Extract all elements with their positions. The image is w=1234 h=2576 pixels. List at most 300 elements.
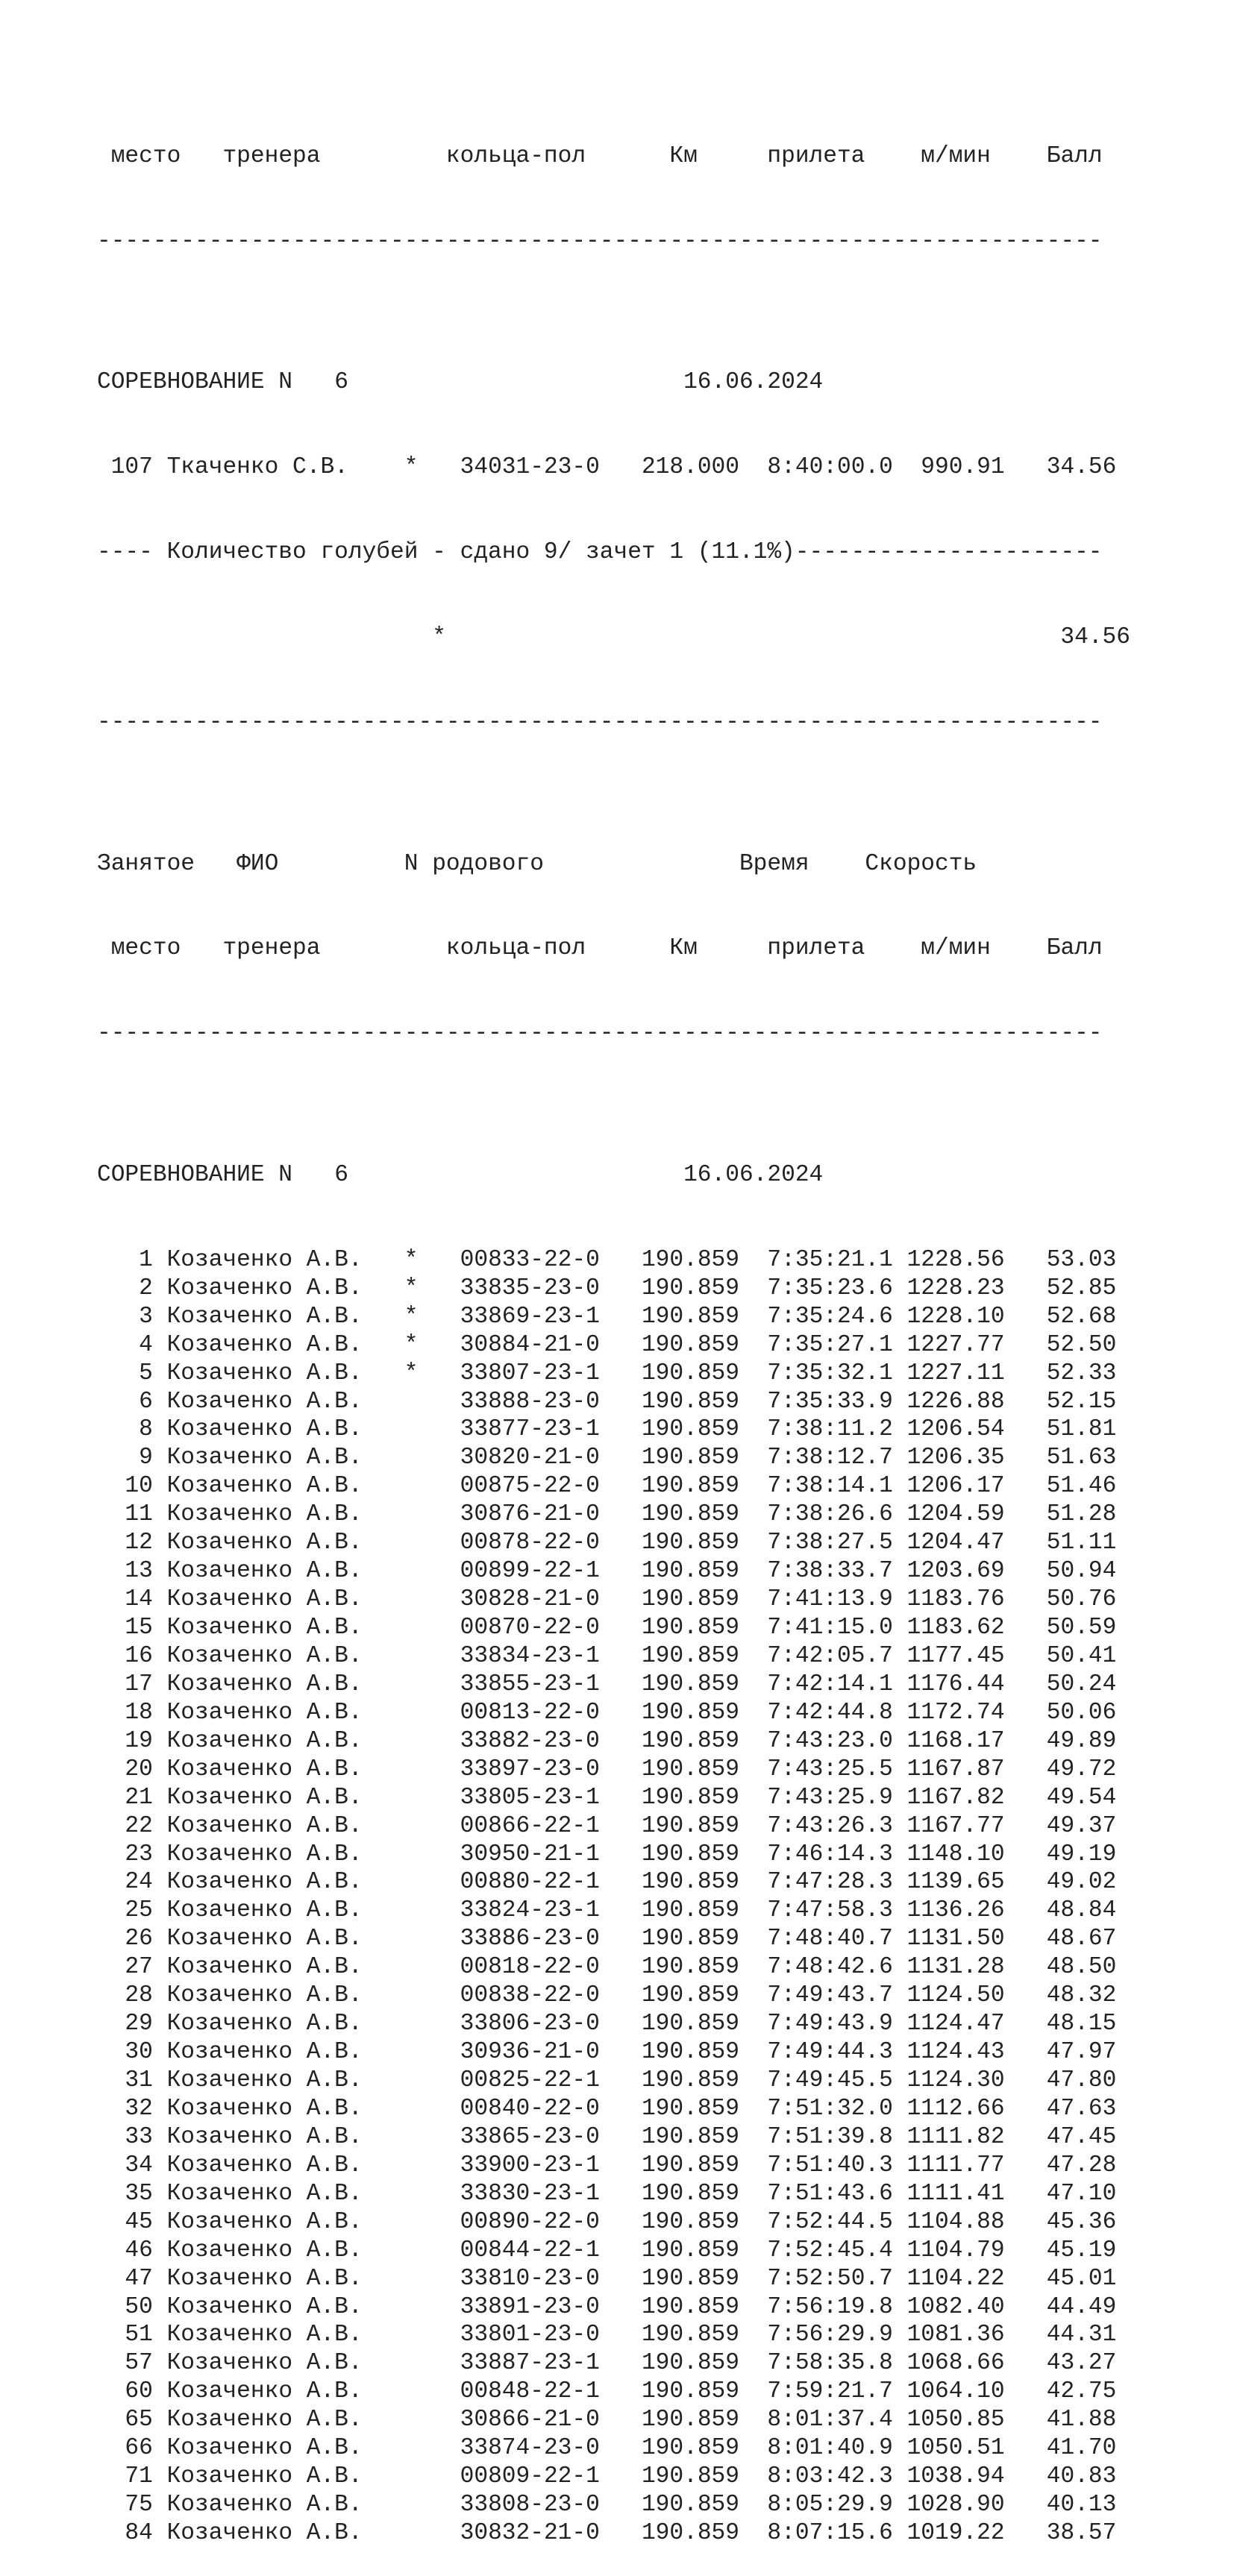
place: 5 [97,1360,153,1386]
score: 48.32 [1018,1982,1117,2009]
arrival-time: 7:48:42.6 [767,1954,893,1981]
place: 1 [97,1246,153,1273]
ring-number: 33824-23-1 [460,1897,600,1924]
score: 48.84 [1018,1897,1117,1924]
result-row [97,1246,1130,1275]
trainer-name: Козаченко А.В. [166,2123,363,2150]
place: 35 [97,2180,153,2207]
distance-km: 190.859 [613,2407,739,2434]
result-row [97,2293,1130,2322]
ring-number: 33830-23-1 [460,2180,600,2207]
ring-number: 33882-23-0 [460,1727,600,1754]
trainer-name: Козаченко А.В. [166,1926,363,1953]
result-row [97,2067,1130,2095]
score: 51.28 [1018,1501,1117,1528]
arrival-time: 7:51:32.0 [767,2095,893,2122]
arrival-time: 7:41:15.0 [767,1615,893,1642]
result-row [97,1841,1130,1869]
competition-number: 6 [334,1162,348,1189]
place: 84 [97,2520,153,2547]
divider: ------------------------------------------------------------------------ [97,1020,1103,1047]
distance-km: 190.859 [613,2350,739,2377]
distance-km: 190.859 [613,2208,739,2235]
trainer-name: Козаченко А.В. [166,1501,363,1528]
trainer-name: Козаченко А.В. [166,1530,363,1556]
star-mark [404,1841,419,1867]
ring-number: 00899-22-1 [460,1558,600,1585]
result-row [97,2434,1130,2463]
score: 45.19 [1018,2237,1117,2264]
total-line [97,623,1130,652]
ring-number: 30832-21-0 [460,2520,600,2547]
arrival-time: 7:43:25.9 [767,1784,893,1811]
distance-km: 190.859 [613,2492,739,2519]
result-row [97,1897,1130,1925]
speed: 1104.22 [906,2265,1005,2292]
star-mark [404,1473,419,1499]
star-mark [404,1615,419,1641]
distance-km: 190.859 [613,1445,739,1471]
place: 30 [97,2039,153,2066]
trainer-name: Козаченко А.В. [166,2011,363,2038]
speed: 1203.69 [906,1558,1005,1585]
header-ring-number: N родового [404,850,544,877]
arrival-time: 7:49:43.7 [767,1982,893,2009]
place: 19 [97,1727,153,1754]
header-arrival: прилета [767,935,865,962]
trainer-name: Козаченко А.В. [166,2463,363,2490]
trainer-name: Козаченко А.В. [166,2265,363,2292]
speed: 1176.44 [906,1671,1005,1697]
arrival-time: 7:47:58.3 [767,1897,893,1924]
distance-km: 190.859 [613,2011,739,2038]
distance-km: 190.859 [613,2180,739,2207]
trainer-name: Козаченко А.В. [166,2293,363,2320]
arrival-time: 8:01:40.9 [767,2435,893,2462]
result-row [97,1331,1130,1360]
distance-km: 190.859 [613,1331,739,1358]
trainer-name: Козаченко А.В. [166,1473,363,1500]
speed: 1068.66 [906,2350,1005,2377]
trainer-name: Козаченко А.В. [166,2520,363,2547]
star-mark [404,1926,419,1952]
result-row [97,1360,1130,1388]
place: 31 [97,2067,153,2094]
arrival-time: 7:38:26.6 [767,1501,893,1528]
place: 23 [97,1841,153,1867]
star-mark [404,2266,419,2292]
place: 66 [97,2435,153,2462]
result-row [97,1756,1130,1784]
header-km: Км [669,935,698,962]
star-mark: * [404,1246,419,1273]
star-mark [404,2124,419,2150]
arrival-time: 7:56:29.9 [767,2322,893,2349]
result-row [97,2208,1130,2237]
result-row [97,2010,1130,2038]
place: 9 [97,1445,153,1471]
speed: 1228.56 [906,1246,1005,1273]
ring-number: 33897-23-0 [460,1756,600,1782]
place: 28 [97,1982,153,2009]
ring-number: 30950-21-1 [460,1841,600,1867]
score: 49.54 [1018,1784,1117,1811]
result-row [97,1388,1130,1416]
speed: 1227.77 [906,1331,1005,1358]
competition-date: 16.06.2024 [683,1162,824,1189]
star-mark [404,1813,419,1839]
place: 47 [97,2265,153,2292]
ring-number: 00825-22-1 [460,2067,600,2094]
arrival-time: 7:35:24.6 [767,1303,893,1330]
place: 107 [97,454,153,481]
speed: 1172.74 [906,1699,1005,1726]
place: 75 [97,2492,153,2519]
result-row [97,2321,1130,2349]
star-mark [404,1954,419,1980]
speed: 1131.50 [906,1926,1005,1953]
score: 49.02 [1018,1869,1117,1896]
result-row [97,1953,1130,1982]
star-mark [404,2294,419,2320]
distance-km: 190.859 [613,2237,739,2264]
star-mark [404,1982,419,2008]
score: 52.15 [1018,1388,1117,1415]
distance-km: 190.859 [613,1586,739,1613]
speed: 1038.94 [906,2463,1005,2490]
place: 27 [97,1954,153,1981]
trainer-name: Козаченко А.В. [166,2378,363,2405]
ring-number: 33874-23-0 [460,2435,600,2462]
summary-line: ---- Количество голубей - сдано 9/ зачет 1 (11.1%)---------------------- [97,539,1103,566]
place: 11 [97,1501,153,1528]
result-row [97,2406,1130,2434]
result-row [97,2237,1130,2265]
arrival-time: 7:49:44.3 [767,2039,893,2066]
score: 51.81 [1018,1416,1117,1443]
distance-km: 190.859 [613,1530,739,1556]
distance-km: 190.859 [613,1926,739,1953]
ring-number: 33855-23-1 [460,1671,600,1697]
trainer-name: Козаченко А.В. [166,1812,363,1839]
star-mark [404,1643,419,1669]
speed: 1124.43 [906,2039,1005,2066]
star-mark [404,2350,419,2376]
ring-number: 33806-23-0 [460,2011,600,2038]
place: 8 [97,1416,153,1443]
score: 47.80 [1018,2067,1117,2094]
trainer-name: Козаченко А.В. [166,1642,363,1669]
speed: 1111.77 [906,2152,1005,2178]
score: 44.49 [1018,2293,1117,2320]
star-mark [404,2011,419,2037]
result-row [97,2038,1130,2067]
place: 22 [97,1812,153,1839]
star-mark [404,1389,419,1415]
header-main-row1 [97,850,1130,879]
arrival-time: 7:48:40.7 [767,1926,893,1953]
trainer-name: Козаченко А.В. [166,2350,363,2377]
score: 45.36 [1018,2208,1117,2235]
score: 42.75 [1018,2378,1117,2405]
trainer-name: Козаченко А.В. [166,1756,363,1782]
header-mmin: м/мин [921,935,991,962]
place: 13 [97,1558,153,1585]
place: 34 [97,2152,153,2178]
ring-number: 00866-22-1 [460,1812,600,1839]
arrival-time: 7:52:44.5 [767,2208,893,2235]
place: 46 [97,2237,153,2264]
speed: 1124.30 [906,2067,1005,2094]
score: 43.27 [1018,2350,1117,2377]
competition-heading [97,1161,1130,1190]
speed: 1104.88 [906,2208,1005,2235]
trainer-name: Козаченко А.В. [166,2435,363,2462]
score: 52.33 [1018,1360,1117,1386]
star-mark [404,2520,419,2546]
arrival-time: 8:03:42.3 [767,2463,893,2490]
place: 4 [97,1331,153,1358]
score: 45.01 [1018,2265,1117,2292]
header-col-place: место [110,142,181,169]
ring-number: 30828-21-0 [460,1586,600,1613]
result-row [97,1642,1130,1671]
trainer-name: Козаченко А.В. [166,1586,363,1613]
trainer-name: Козаченко А.В. [166,2067,363,2094]
star-mark [404,1728,419,1754]
arrival-time: 7:56:19.8 [767,2293,893,2320]
speed: 1131.28 [906,1954,1005,1981]
result-row [97,1416,1130,1444]
speed: 1177.45 [906,1642,1005,1669]
arrival-time: 7:51:39.8 [767,2123,893,2150]
trainer-name: Козаченко А.В. [166,1558,363,1585]
speed: 1183.76 [906,1586,1005,1613]
score: 52.50 [1018,1331,1117,1358]
header-col-score: Балл [1046,142,1103,169]
distance-km: 190.859 [613,1303,739,1330]
score: 48.50 [1018,1954,1117,1981]
distance-km: 190.859 [613,1699,739,1726]
score: 34.56 [1018,454,1117,481]
ring-number: 30820-21-0 [460,1445,600,1471]
ring-number: 00880-22-1 [460,1869,600,1896]
score: 47.45 [1018,2123,1117,2150]
ring-number: 33801-23-0 [460,2322,600,2349]
result-row [97,453,1130,482]
ring-number: 34031-23-0 [460,454,600,481]
ring-number: 30936-21-0 [460,2039,600,2066]
ring-number: 30884-21-0 [460,1331,600,1358]
score: 41.70 [1018,2435,1117,2462]
score: 49.37 [1018,1812,1117,1839]
arrival-time: 7:38:11.2 [767,1416,893,1443]
ring-number: 33887-23-1 [460,2350,600,2377]
header-ring: кольца-пол [445,935,586,962]
result-row [97,1982,1130,2010]
ring-number: 33807-23-1 [460,1360,600,1386]
arrival-time: 8:07:15.6 [767,2520,893,2547]
star-mark [404,1756,419,1782]
speed: 1204.59 [906,1501,1005,1528]
ring-number: 00840-22-0 [460,2095,600,2122]
speed: 1019.22 [906,2520,1005,2547]
ring-number: 00833-22-0 [460,1246,600,1273]
star-mark [404,1558,419,1584]
star-mark [404,2096,419,2122]
score: 48.15 [1018,2011,1117,2038]
place: 20 [97,1756,153,1782]
distance-km: 190.859 [613,2435,739,2462]
ring-number: 00870-22-0 [460,1615,600,1642]
distance-km: 190.859 [613,2123,739,2150]
result-row [97,1868,1130,1897]
arrival-time: 7:38:12.7 [767,1445,893,1471]
speed: 990.91 [906,454,1005,481]
trainer-name: Козаченко А.В. [166,2152,363,2178]
arrival-time: 7:49:45.5 [767,2067,893,2094]
ring-number: 33808-23-0 [460,2492,600,2519]
trainer-name: Козаченко А.В. [166,1727,363,1754]
place: 29 [97,2011,153,2038]
place: 65 [97,2407,153,2434]
star-mark [404,1785,419,1811]
distance-km: 190.859 [613,1275,739,1301]
speed: 1206.54 [906,1416,1005,1443]
trainer-name: Козаченко А.В. [166,2237,363,2264]
speed: 1136.26 [906,1897,1005,1924]
ring-number: 33900-23-1 [460,2152,600,2178]
distance-km: 190.859 [613,1642,739,1669]
star-mark [404,2435,419,2461]
result-row [97,1303,1130,1331]
distance-km: 190.859 [613,1671,739,1697]
score: 53.03 [1018,1246,1117,1273]
ring-number: 33891-23-0 [460,2293,600,2320]
header-place: место [110,935,181,962]
score: 50.41 [1018,1642,1117,1669]
result-row [97,2349,1130,2378]
trainer-name: Козаченко А.В. [166,1982,363,2009]
distance-km: 190.859 [613,1982,739,2009]
header-col-speed: м/мин [921,142,991,169]
score: 41.88 [1018,2407,1117,2434]
trainer-name: Козаченко А.В. [166,2180,363,2207]
distance-km: 190.859 [613,2378,739,2405]
distance-km: 190.859 [613,1615,739,1642]
distance-km: 190.859 [613,1473,739,1500]
arrival-time: 7:52:45.4 [767,2237,893,2264]
score: 51.11 [1018,1530,1117,1556]
header-speed: Скорость [865,850,977,877]
ring-number: 33835-23-0 [460,1275,600,1301]
speed: 1081.36 [906,2322,1005,2349]
trainer-name: Козаченко А.В. [166,1388,363,1415]
star-mark [404,1530,419,1556]
speed: 1226.88 [906,1388,1005,1415]
arrival-time: 8:01:37.4 [767,2407,893,2434]
header-col-trainer: тренера [222,142,321,169]
star-mark [404,1897,419,1923]
star-mark [404,2181,419,2207]
speed: 1204.47 [906,1530,1005,1556]
arrival-time: 7:35:23.6 [767,1275,893,1301]
result-row [97,1444,1130,1472]
trainer-name: Козаченко А.В. [166,1841,363,1867]
ring-number: 33865-23-0 [460,2123,600,2150]
distance-km: 190.859 [613,1869,739,1896]
distance-km: 190.859 [613,1756,739,1782]
trainer-name: Козаченко А.В. [166,1784,363,1811]
ring-number: 00838-22-0 [460,1982,600,2009]
trainer-name: Козаченко А.В. [166,1416,363,1443]
arrival-time: 7:49:43.9 [767,2011,893,2038]
score: 40.13 [1018,2492,1117,2519]
results-document [97,57,1130,2576]
header-occupied: Занятое [97,850,195,877]
star-mark [404,1586,419,1612]
place: 26 [97,1926,153,1953]
result-row [97,1699,1130,1727]
star-mark [404,1671,419,1697]
place: 3 [97,1303,153,1330]
trainer-name: Ткаченко С.В. [166,454,363,481]
header-col-km: Км [669,142,698,169]
score: 40.83 [1018,2463,1117,2490]
header-main-row2 [97,934,1130,963]
result-row [97,2463,1130,2491]
result-row [97,2095,1130,2123]
distance-km: 190.859 [613,1388,739,1415]
star-mark [404,1501,419,1527]
arrival-time: 7:43:25.5 [767,1756,893,1782]
star-mark: * [404,1303,419,1330]
ring-number: 33888-23-0 [460,1388,600,1415]
header-fio: ФИО [237,850,279,877]
trainer-name: Козаченко А.В. [166,2208,363,2235]
arrival-time: 7:42:05.7 [767,1642,893,1669]
distance-km: 190.859 [613,2265,739,2292]
place: 51 [97,2322,153,2349]
speed: 1148.10 [906,1841,1005,1867]
result-row [97,1925,1130,1953]
distance-km: 190.859 [613,1897,739,1924]
place: 2 [97,1275,153,1301]
header-col-ring: кольца-пол [445,142,586,169]
distance-km: 190.859 [613,2322,739,2349]
arrival-time: 7:46:14.3 [767,1841,893,1867]
score: 38.57 [1018,2520,1117,2547]
speed: 1206.35 [906,1445,1005,1471]
arrival-time: 7:51:43.6 [767,2180,893,2207]
distance-km: 190.859 [613,2463,739,2490]
score: 49.72 [1018,1756,1117,1782]
speed: 1168.17 [906,1727,1005,1754]
arrival-time: 7:38:14.1 [767,1473,893,1500]
place: 32 [97,2095,153,2122]
speed: 1112.66 [906,2095,1005,2122]
trainer-name: Козаченко А.В. [166,1360,363,1386]
star-mark [404,2067,419,2093]
distance-km: 190.859 [613,1727,739,1754]
ring-number: 33805-23-1 [460,1784,600,1811]
trainer-name: Козаченко А.В. [166,1275,363,1301]
competition-title: СОРЕВНОВАНИЕ N [97,1162,293,1189]
distance-km: 190.859 [613,2095,739,2122]
distance-km: 190.859 [613,2520,739,2547]
star-mark [404,1700,419,1726]
place: 15 [97,1615,153,1642]
